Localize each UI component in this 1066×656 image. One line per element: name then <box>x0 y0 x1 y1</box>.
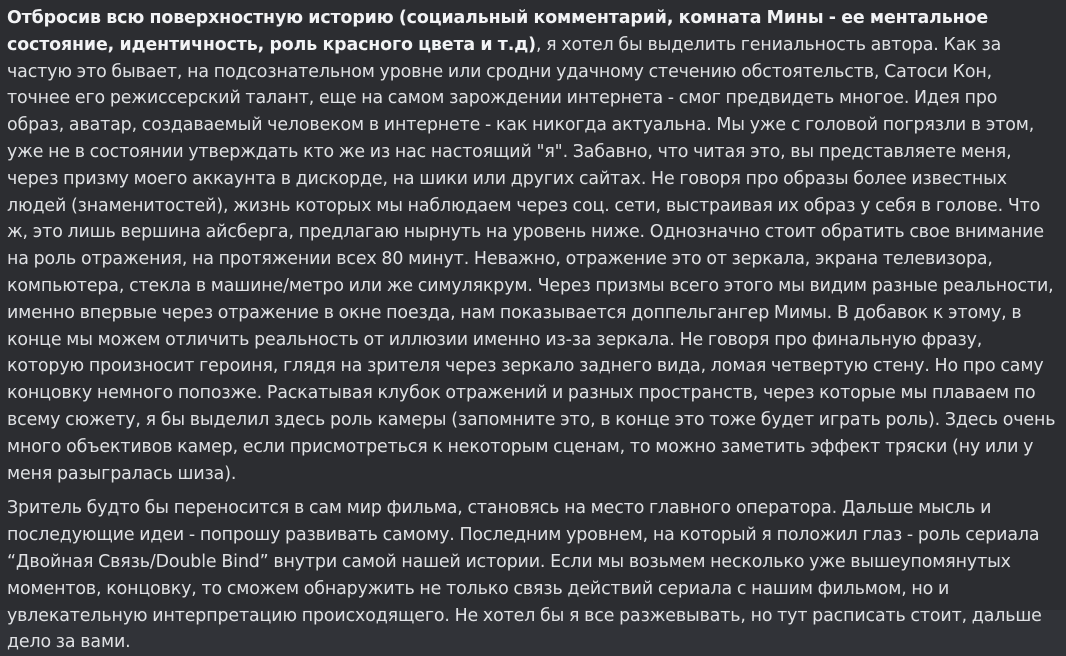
bold-intro-text: Отбросив всю поверхностную историю (социальный комментарий, комната Мины - ее ментальное состояние, идентичность, роль красного цвета и т.д) <box>7 8 989 55</box>
paragraph-1-text: , я хотел бы выделить гениальность автора. Как за частую это бывает, на подсознательном уровне или сродни удачному стечению обстоятельств, Сатоси Кон, точнее его режиссерский талант, еще на самом зарождении интернета - смог предвидеть многое. Идея про образ, аватар, создаваемый человеком в интернете - как никогда актуальна. Мы уже с головой погрязли в этом, уже не в состоянии утверждать кто же из нас настоящий "я". Забавно, что читая это, вы представляете меня, через призму моего аккаунта в дискорде, на шики или других сайтах. Не говоря про образы более известных людей (знаменитостей), жизнь которых мы наблюдаем через соц. сети, выстраивая их образ у себя в голове. Что ж, это лишь вершина айсберга, предлагаю нырнуть на уровень ниже. Однозначно стоит обратить свое внимание на роль отражения, на протяжении всех 80 минут. Неважно, отражение это от зеркала, экрана телевизора, компьютера, стекла в машине/метро или же симулякрум. Через призмы всего этого мы видим разные реальности, именно впервые через отражение в окне поезда, нам показывается доппельгангер Мимы. В добавок к этому, в конце мы можем отличить реальность от иллюзии именно из-за зеркала. Не говоря про финальную фразу, которую произносит героиня, глядя на зрителя через зеркало заднего вида, ломая четвертую стену. Но про саму концовку немного попозже. Раскатывая клубок отражений и разных пространств, через которые мы плаваем по всему сюжету, я бы выделил здесь роль камеры (запомните это, в конце это тоже будет играть роль). Здесь очень много объективов камер, если присмотреться к некоторым сценам, то можно заметить эффект тряски (ну или у меня разыгралась шиза). <box>7 34 1056 484</box>
message-paragraph-2: Зритель будто бы переносится в сам мир фильма, становясь на место главного оператора. Дальше мысль и последующие идеи - попрошу развивать самому. Последним уровнем, на который я положил глаз - роль сериала “Двойная Связь/Double Bind” внутри самой нашей истории. Если мы возьмем несколько уже вышеупомянутых моментов, концовку, то сможем обнаружить не только связь действий сериала с нашим фильмом, но и увлекательную интерпретацию происходящего. Не хотел бы я все разжевывать, но тут расписать стоит, дальше дело за вами. <box>7 498 1042 653</box>
message-paragraph-1 <box>7 5 1056 487</box>
